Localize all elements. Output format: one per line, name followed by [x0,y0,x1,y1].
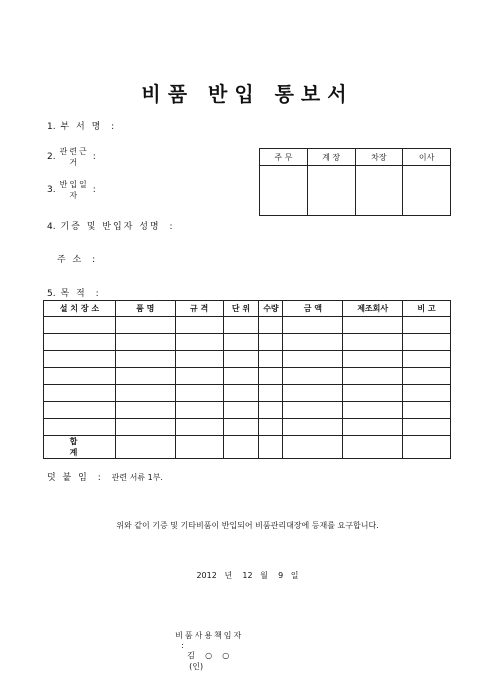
items-cell[interactable] [44,402,116,419]
approval-sign-cell[interactable] [403,166,451,216]
items-cell[interactable] [223,402,259,419]
signer-line [165,621,243,681]
items-cell[interactable] [343,385,403,402]
items-cell[interactable] [343,402,403,419]
field-date-colon: : [92,185,98,195]
items-cell[interactable] [175,436,223,459]
items-cell[interactable] [259,402,283,419]
approval-header: 주 무 [260,149,308,166]
items-cell[interactable] [115,385,175,402]
items-cell[interactable] [115,402,175,419]
items-header-remarks: 비 고 [403,301,451,317]
items-cell[interactable] [175,402,223,419]
items-cell[interactable] [44,368,116,385]
signer-label: 비품사용책임자 [175,631,244,640]
attachment-value: 관련 서류 1부. [111,473,163,482]
items-cell[interactable] [44,317,116,334]
items-body [44,317,451,436]
items-cell[interactable] [283,402,343,419]
items-cell[interactable] [283,368,343,385]
approval-header: 차장 [355,149,403,166]
items-header-unit: 단 위 [223,301,259,317]
field-purpose-label: 목 적 [60,289,87,299]
items-cell[interactable] [283,385,343,402]
field-dept-colon: : [111,122,117,132]
items-cell[interactable] [403,402,451,419]
items-cell[interactable] [223,385,259,402]
items-cell[interactable] [403,317,451,334]
table-row [44,402,451,419]
items-cell[interactable] [343,419,403,436]
table-row [44,351,451,368]
items-total-label: 합 계 [44,436,116,459]
items-cell[interactable] [175,368,223,385]
items-header-spec: 규 격 [175,301,223,317]
field-address-colon: : [92,255,98,265]
items-cell[interactable] [343,368,403,385]
items-cell[interactable] [259,317,283,334]
items-cell[interactable] [223,334,259,351]
items-header-maker: 제조회사 [343,301,403,317]
approval-header: 이사 [403,149,451,166]
field-date [47,179,98,201]
items-cell[interactable] [115,419,175,436]
approval-sign-cell[interactable] [260,166,308,216]
field-donor-number: 4. [47,222,56,232]
signer-name: 김 ○ ○ [187,651,230,660]
document-title: 비품 반입 통보서 [141,82,354,106]
field-donor-colon: : [169,222,175,232]
items-cell[interactable] [343,351,403,368]
items-header-row [44,301,451,317]
items-cell[interactable] [175,317,223,334]
items-cell[interactable] [343,436,403,459]
field-basis-label-bottom: 거 [69,158,80,167]
field-dept [47,119,116,132]
table-row [44,317,451,334]
field-date-label-bottom: 자 [69,191,80,200]
items-cell[interactable] [259,351,283,368]
approval-sign-cell[interactable] [355,166,403,216]
field-purpose-colon: : [95,289,101,299]
items-header-name: 품 명 [115,301,175,317]
items-cell[interactable] [223,351,259,368]
field-dept-label: 부 서 명 [60,122,103,132]
document-date: 2012 년 12 월 9 일 [196,571,299,580]
request-text: 위와 같이 기증 및 기타비품이 반입되어 비품관리대장에 등재를 요구합니다. [116,521,379,530]
items-cell[interactable] [343,334,403,351]
items-cell[interactable] [403,436,451,459]
field-basis [47,146,98,168]
items-header-location: 설 치 장 소 [44,301,116,317]
items-table [43,300,451,459]
approval-sign-row [260,166,451,216]
items-cell[interactable] [223,436,259,459]
items-cell[interactable] [403,368,451,385]
field-basis-colon: : [92,152,98,162]
attachment-colon: : [97,473,103,483]
field-date-number: 3. [47,185,56,195]
items-cell[interactable] [223,419,259,436]
approval-table [259,148,451,216]
field-basis-label-top: 관련근 [59,147,89,156]
items-cell[interactable] [283,317,343,334]
items-cell[interactable] [343,317,403,334]
field-date-label [60,179,89,201]
field-purpose-number: 5. [47,289,56,299]
items-cell[interactable] [223,368,259,385]
items-cell[interactable] [44,351,116,368]
field-donor [47,219,175,232]
items-cell[interactable] [175,351,223,368]
approval-header-row [260,149,451,166]
items-cell[interactable] [259,385,283,402]
items-cell[interactable] [44,419,116,436]
field-dept-number: 1. [47,122,56,132]
attachment-line [47,470,163,483]
field-basis-label [60,146,89,168]
field-date-label-top: 반입일 [59,180,89,189]
items-cell[interactable] [44,334,116,351]
items-cell[interactable] [403,351,451,368]
items-cell[interactable] [223,317,259,334]
table-row [44,334,451,351]
items-cell[interactable] [115,334,175,351]
items-cell[interactable] [259,436,283,459]
table-row [44,385,451,402]
items-cell[interactable] [403,419,451,436]
field-address [57,252,97,265]
items-cell[interactable] [115,317,175,334]
items-cell[interactable] [115,436,175,459]
field-purpose [47,286,101,299]
items-header-amount: 금 액 [283,301,343,317]
items-cell[interactable] [259,368,283,385]
items-cell[interactable] [259,334,283,351]
items-cell[interactable] [115,368,175,385]
items-cell[interactable] [175,419,223,436]
items-total-row [44,436,451,459]
field-address-label: 주 소 [57,255,84,265]
items-cell[interactable] [283,334,343,351]
approval-sign-cell[interactable] [307,166,355,216]
approval-header: 계 장 [307,149,355,166]
items-cell[interactable] [403,334,451,351]
items-cell[interactable] [283,436,343,459]
field-basis-number: 2. [47,152,56,162]
attachment-label: 덧 붙 임 [47,473,89,483]
signer-seal: (인) [189,662,204,671]
table-row [44,419,451,436]
items-cell[interactable] [283,419,343,436]
field-donor-label: 기증 및 반입자 성명 [60,222,161,232]
items-cell[interactable] [115,351,175,368]
items-cell[interactable] [44,385,116,402]
table-row [44,368,451,385]
signer-colon: : [181,641,184,650]
items-header-qty: 수량 [259,301,283,317]
items-cell[interactable] [283,351,343,368]
items-cell[interactable] [403,385,451,402]
items-cell[interactable] [175,385,223,402]
items-cell[interactable] [259,419,283,436]
items-cell[interactable] [175,334,223,351]
